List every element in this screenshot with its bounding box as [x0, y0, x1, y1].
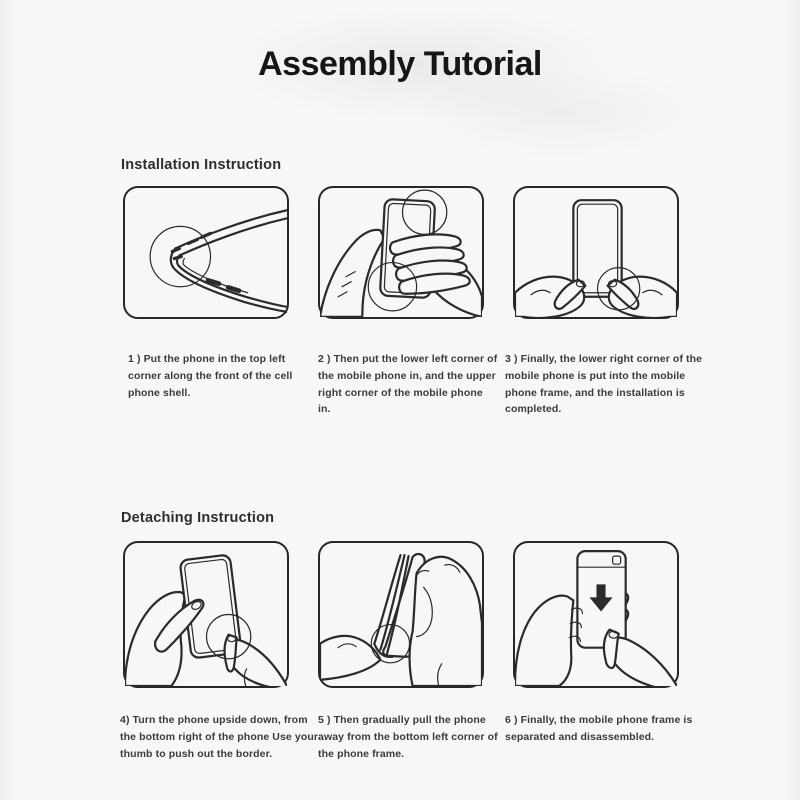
- detach-step-6-caption: 6 ) Finally, the mobile phone frame is separated and disassembled.: [505, 714, 693, 743]
- right-hand: [390, 234, 482, 317]
- frame-separated-down-arrow-illustration: [515, 543, 677, 686]
- left-hand: [515, 596, 573, 686]
- right-hand: [604, 630, 677, 686]
- install-step-2-caption: 2 ) Then put the lower left corner of the mobile phone in, and the upper right corner of the mobile phone in.: [318, 353, 498, 416]
- hands-pressing-phone-corners-illustration: [320, 188, 482, 317]
- detach-step-6-panel: [513, 541, 679, 688]
- detach-step-4-caption: 4) Turn the phone upside down, from the bottom right of the phone Use your thumb to push out the border.: [120, 714, 319, 760]
- right-hand: [225, 635, 287, 686]
- detaching-heading: Detaching Instruction: [121, 510, 275, 526]
- thumbs-pressing-bottom-right-corner-illustration: [515, 188, 677, 317]
- page-title: Assembly Tutorial: [258, 45, 542, 83]
- install-step-3-caption: 3 ) Finally, the lower right corner of the mobile phone is put into the mobile phone frame, and the installation is completed.: [505, 353, 703, 416]
- detach-step-5-panel: [318, 541, 484, 688]
- left-hand: [515, 277, 585, 317]
- install-step-3-panel: [513, 186, 679, 319]
- right-hand: [608, 277, 677, 317]
- phone-outline: [171, 210, 287, 312]
- install-step-1-caption: 1 ) Put the phone in the top left corner along the front of the cell phone shell.: [128, 353, 293, 399]
- right-hand: [410, 557, 482, 686]
- installation-heading: Installation Instruction: [121, 157, 282, 173]
- detach-step-5-caption: 5 ) Then gradually pull the phone away from the bottom left corner of the phone frame.: [318, 714, 498, 760]
- install-step-2-panel: [318, 186, 484, 319]
- install-step-1-panel: [123, 186, 289, 319]
- thumb-pushing-out-border-illustration: [125, 543, 287, 686]
- pulling-phone-from-frame-corner-illustration: [320, 543, 482, 686]
- detach-step-4-panel: [123, 541, 289, 688]
- phone-top-left-corner-into-shell-illustration: [125, 188, 287, 317]
